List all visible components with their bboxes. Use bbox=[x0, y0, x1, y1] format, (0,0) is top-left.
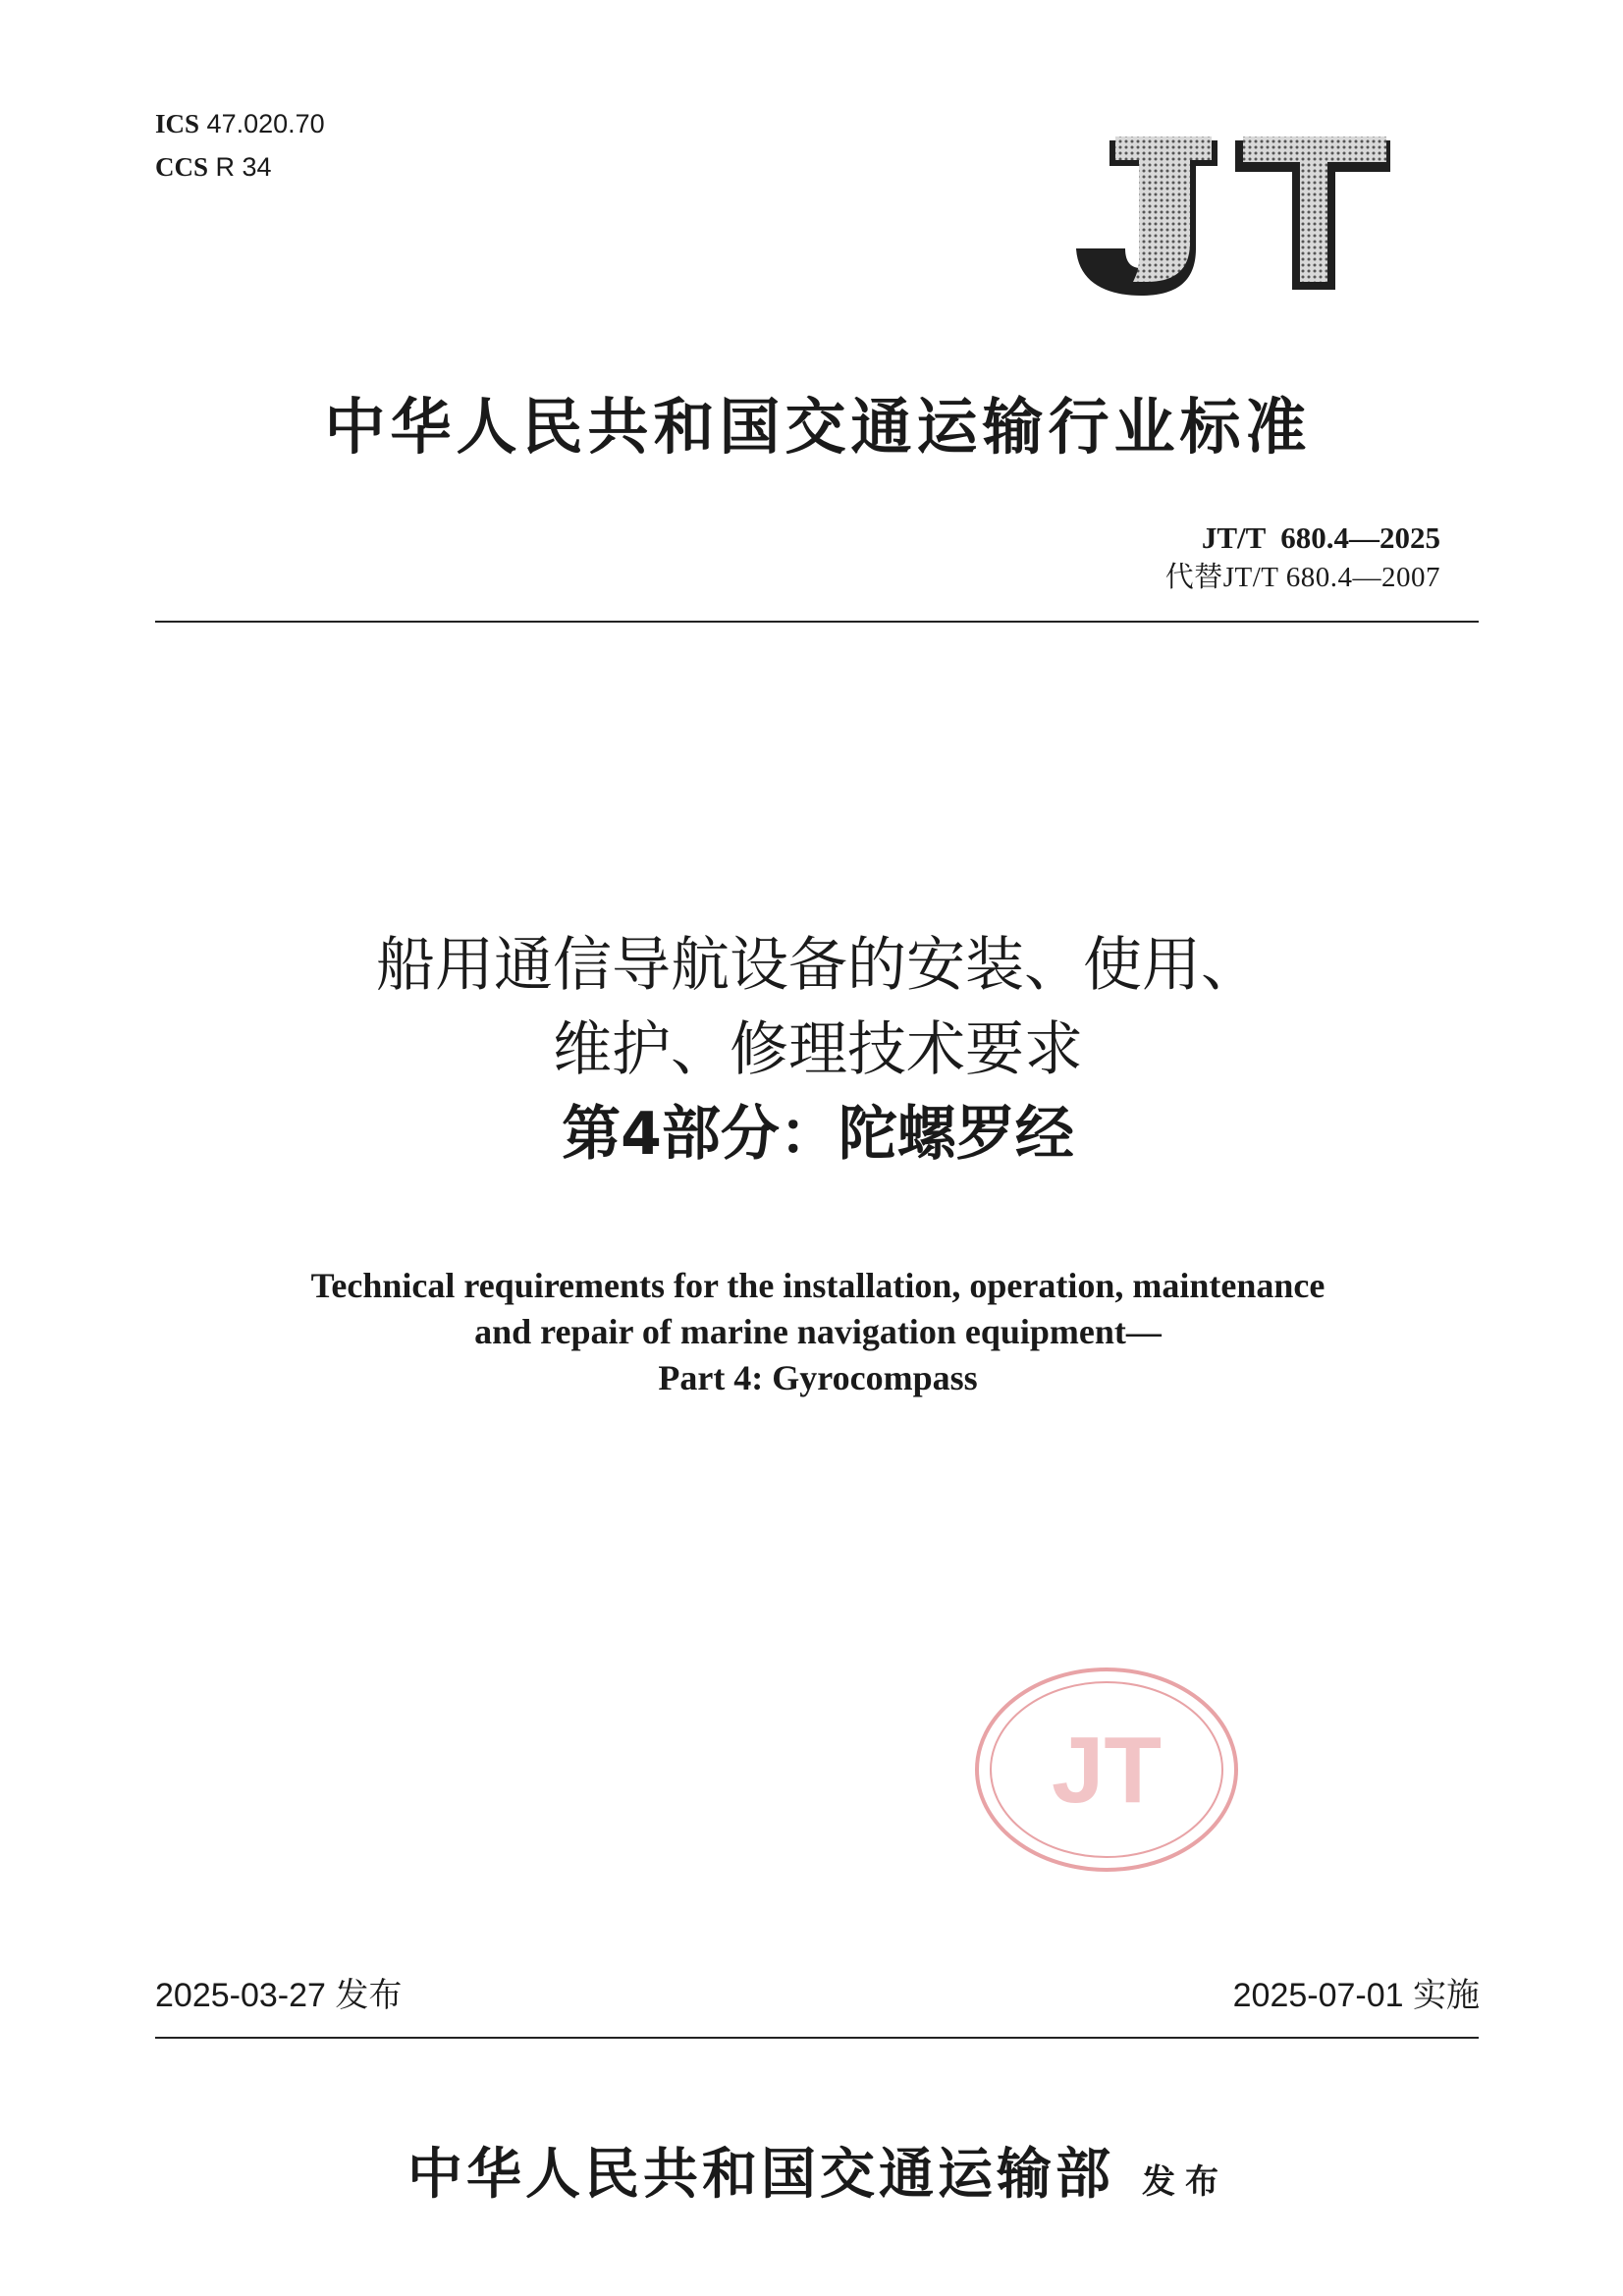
standard-replaces: 代替JT/T 680.4—2007 bbox=[1164, 562, 1440, 593]
ics-code bbox=[155, 108, 325, 139]
ics-label: ICS bbox=[155, 109, 200, 138]
standard-number: JT/T 680.4—2025 bbox=[1201, 520, 1440, 555]
english-title bbox=[155, 1263, 1481, 1401]
chinese-title-line-3: 第4部分：陀螺罗经 bbox=[562, 1100, 1074, 1169]
english-title-line-3: Part 4: Gyrocompass bbox=[658, 1358, 978, 1397]
chinese-title-line-2: 维护、修理技术要求 bbox=[553, 1015, 1083, 1084]
issue-date: 2025-03-27 发布 bbox=[155, 1977, 403, 2014]
jt-logo-j bbox=[1076, 137, 1217, 296]
effective-date: 2025-07-01 实施 bbox=[1232, 1977, 1480, 2014]
chinese-title-line-1: 船用通信导航设备的安装、使用、 bbox=[376, 931, 1260, 1000]
jt-seal-watermark bbox=[972, 1665, 1242, 1876]
chinese-title bbox=[155, 923, 1481, 1176]
english-title-line-2: and repair of marine navigation equipment— bbox=[474, 1312, 1162, 1351]
english-title-line-1: Technical requirements for the installation, operation, maintenance bbox=[310, 1266, 1325, 1305]
org-title: 中华人民共和国交通运输行业标准 bbox=[324, 391, 1312, 463]
jt-logo bbox=[1070, 133, 1394, 300]
publish-word: 发布 bbox=[1142, 2162, 1228, 2202]
ccs-code bbox=[155, 151, 272, 183]
publisher-name: 中华人民共和国交通运输部 bbox=[407, 2142, 1114, 2207]
seal-text: JT bbox=[1051, 1718, 1163, 1823]
publisher-row bbox=[155, 2131, 1481, 2210]
ccs-label: CCS bbox=[155, 152, 209, 182]
top-divider bbox=[155, 621, 1479, 623]
bottom-divider bbox=[155, 2037, 1479, 2039]
jt-logo-t bbox=[1235, 137, 1390, 290]
standard-number-block bbox=[1165, 519, 1440, 597]
ics-value: 47.020.70 bbox=[206, 109, 325, 138]
ccs-value: R 34 bbox=[215, 152, 272, 182]
